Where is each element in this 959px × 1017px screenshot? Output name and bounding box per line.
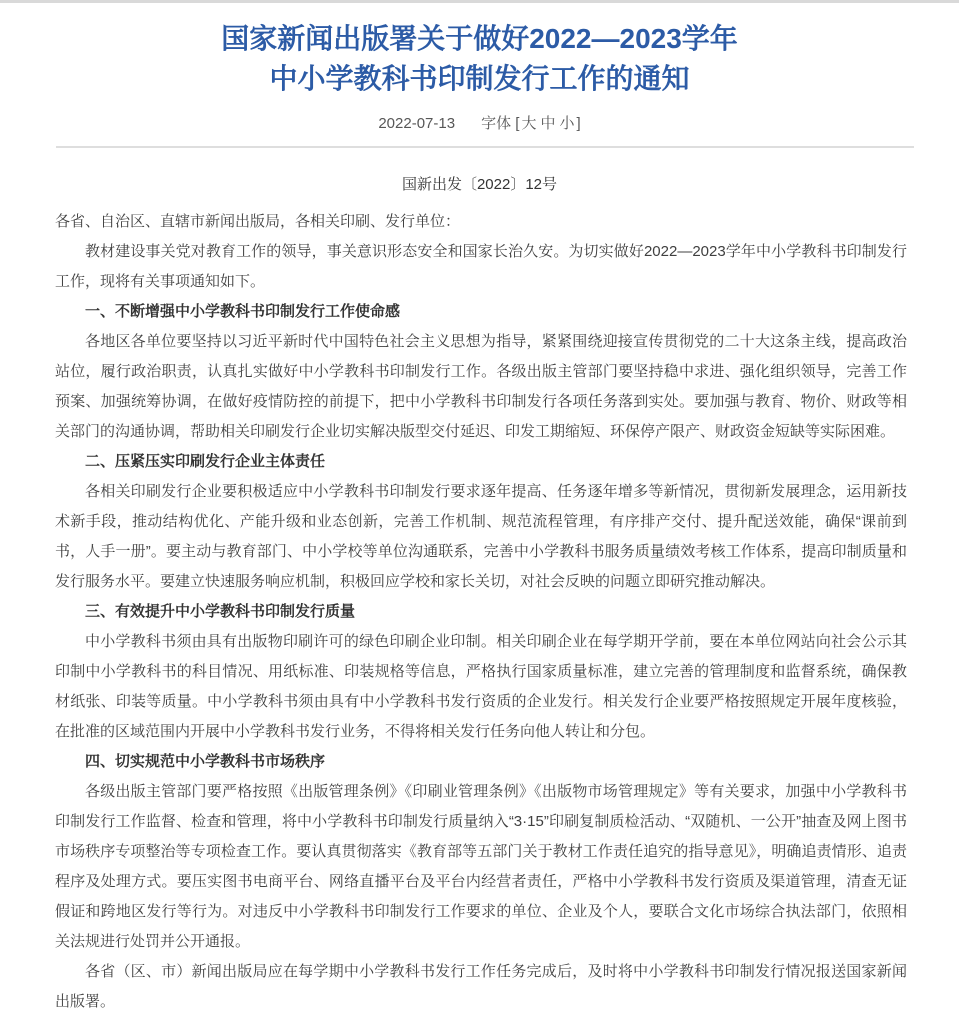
paragraph: 教材建设事关党对教育工作的领导，事关意识形态安全和国家长治久安。为切实做好2022—2023学年中小学教科书印制发行工作，现将有关事项通知如下。 bbox=[55, 243, 907, 290]
document-body bbox=[55, 207, 907, 1017]
font-size-medium-link[interactable]: 中 bbox=[540, 115, 556, 132]
page-title-line2: 中小学教科书印制发行工作的通知 bbox=[269, 63, 690, 94]
font-bracket-close: ] bbox=[576, 115, 581, 132]
header-divider bbox=[56, 146, 914, 148]
paragraph: 各省（区、市）新闻出版局应在每学期中小学教科书发行工作任务完成后，及时将中小学教科书印制发行情况报送国家新闻出版署。 bbox=[55, 963, 907, 1010]
section-heading: 四、切实规范中小学教科书市场秩序 bbox=[85, 753, 326, 770]
section-heading: 一、不断增强中小学教科书印制发行工作使命感 bbox=[85, 303, 401, 320]
meta-line bbox=[0, 112, 959, 133]
page-title bbox=[40, 19, 919, 99]
top-divider-bar bbox=[0, 0, 959, 3]
paragraph: 各省、自治区、直辖市新闻出版局，各相关印刷、发行单位： bbox=[55, 213, 461, 230]
section-heading: 三、有效提升中小学教科书印制发行质量 bbox=[85, 603, 356, 620]
publish-date: 2022-07-13 bbox=[378, 115, 456, 132]
paragraph: 中小学教科书须由具有出版物印刷许可的绿色印刷企业印制。相关印刷企业在每学期开学前，要在本单位网站向社会公示其印制中小学教科书的科目情况、用纸标准、印装规格等信息，严格执行国家质量标准，建立完善的管理制度和监督系统，确保教材纸张、印装等质量。中小学教科书须由具有中小学教科书发行资质的企业发行。相关发行企业要严格按照规定开展年度核验，在批准的区域范围内开展中小学教科书发行业务，不得将相关发行任务向他人转让和分包。 bbox=[55, 633, 907, 740]
font-size-picker bbox=[481, 115, 581, 132]
document-number: 国新出发〔2022〕12号 bbox=[401, 176, 558, 193]
section-heading: 二、压紧压实印刷发行企业主体责任 bbox=[85, 453, 326, 470]
font-bracket-open: [ bbox=[515, 115, 520, 132]
page-title-line1: 国家新闻出版署关于做好2022—2023学年 bbox=[221, 23, 738, 54]
font-size-small-link[interactable]: 小 bbox=[559, 115, 575, 132]
paragraph: 各级出版主管部门要严格按照《出版管理条例》《印刷业管理条例》《出版物市场管理规定》等有关要求，加强中小学教科书印制发行工作监督、检查和管理，将中小学教科书印制发行质量纳入“3·15”印刷复制质检活动、“双随机、一公开”抽查及网上图书市场秩序专项整治等专项检查工作。要认真贯彻落实《教育部等五部门关于教材工作责任追究的指导意见》，明确追责情形、追责程序及处理方式。要压实图书电商平台、网络直播平台及平台内经营者责任，严格中小学教科书发行资质及渠道管理，清查无证假证和跨地区发行等行为。对违反中小学教科书印制发行工作要求的单位、企业及个人，要联合文化市场综合执法部门，依照相关法规进行处罚并公开通报。 bbox=[55, 783, 907, 950]
paragraph: 各地区各单位要坚持以习近平新时代中国特色社会主义思想为指导，紧紧围绕迎接宣传贯彻党的二十大这条主线，提高政治站位，履行政治职责，认真扎实做好中小学教科书印制发行工作。各级出版主管部门要坚持稳中求进、强化组织领导，完善工作预案、加强统筹协调，在做好疫情防控的前提下，把中小学教科书印制发行各项任务落到实处。要加强与教育、物价、财政等相关部门的沟通协调，帮助相关印刷发行企业切实解决版型交付延迟、印发工期缩短、环保停产限产、财政资金短缺等实际困难。 bbox=[55, 333, 907, 440]
font-label: 字体 bbox=[481, 115, 512, 132]
font-size-large-link[interactable]: 大 bbox=[521, 115, 537, 132]
paragraph: 各相关印刷发行企业要积极适应中小学教科书印制发行要求逐年提高、任务逐年增多等新情况，贯彻新发展理念，运用新技术新手段，推动结构优化、产能升级和业态创新，完善工作机制、规范流程管理，有序排产交付、提升配送效能，确保“课前到书，人手一册”。要主动与教育部门、中小学校等单位沟通联系，完善中小学教科书服务质量绩效考核工作体系，提高印制质量和发行服务水平。要建立快速服务响应机制，积极回应学校和家长关切，对社会反映的问题立即研究推动解决。 bbox=[55, 483, 907, 590]
